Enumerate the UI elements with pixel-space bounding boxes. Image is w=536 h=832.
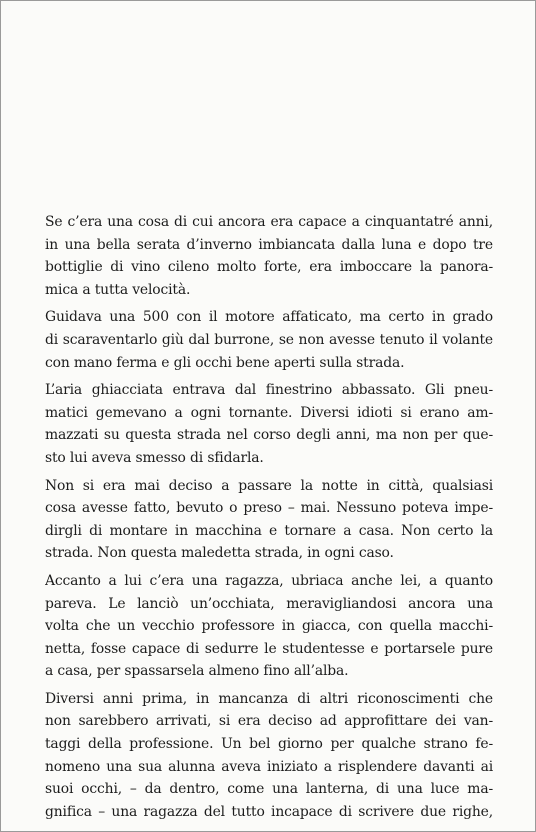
paragraph-3 xyxy=(45,379,493,469)
text-line: strada. Non questa maledetta strada, in ogni caso. xyxy=(45,545,394,562)
paragraph-5 xyxy=(45,570,493,683)
text-line: Diversi anni prima, in mancanza di altri riconoscimenti che xyxy=(45,690,493,707)
text-line: pareva. Le lanciò un’occhiata, meravigliandosi ancora una xyxy=(45,595,493,612)
body-text xyxy=(45,211,493,828)
text-line: Se c’era una cosa di cui ancora era capace a cinquantatré anni, xyxy=(45,214,493,230)
text-line: cosa avesse fatto, bevuto o preso – mai. Nessuno poteva impe- xyxy=(45,500,493,517)
text-line: mica a tutta velocità. xyxy=(45,281,191,298)
paragraph-2 xyxy=(45,306,493,374)
text-line: netta, fosse capace di sedurre le studentesse e portarsele pure xyxy=(45,640,493,657)
text-line: matici gemevano a ogni tornante. Diversi idioti si erano am- xyxy=(45,404,493,421)
text-line: Guidava una 500 con il motore affaticato, ma certo in grado xyxy=(45,309,493,326)
text-line: sto lui aveva smesso di sfidarla. xyxy=(45,449,264,466)
text-line: dirgli di montare in macchina e tornare a casa. Non certo la xyxy=(45,522,493,539)
paragraph-4 xyxy=(45,475,493,565)
text-line: Accanto a lui c’era una ragazza, ubriaca anche lei, a quanto xyxy=(45,572,493,589)
text-line: bottiglie di vino cileno molto forte, era imboccare la panora- xyxy=(45,259,493,276)
text-line: in una bella serata d’inverno imbiancata dalla luna e dopo tre xyxy=(45,236,493,253)
text-line: L’aria ghiacciata entrava dal finestrino abbassato. Gli pneu- xyxy=(45,382,493,399)
text-line: non sarebbero arrivati, si era deciso ad approfittare dei van- xyxy=(45,713,493,730)
text-line: a casa, per spassarsela almeno fino all’alba. xyxy=(45,663,349,680)
text-line: di scaraventarlo giù dal burrone, se non avesse tenuto il volante xyxy=(45,331,493,348)
paragraph-1 xyxy=(45,211,493,301)
text-line: con mano ferma e gli occhi bene aperti sulla strada. xyxy=(45,354,405,371)
text-line: gnifica – una ragazza del tutto incapace di scrivere due righe, xyxy=(45,803,493,820)
paragraph-6 xyxy=(45,688,493,824)
text-line: volta che un vecchio professore in giacca, con quella macchi- xyxy=(45,618,493,635)
text-line: Non si era mai deciso a passare la notte in città, qualsiasi xyxy=(45,477,493,494)
text-line: suoi occhi, – da dentro, come una lanterna, di una luce ma- xyxy=(45,781,493,798)
text-line: taggi della professione. Un bel giorno per qualche strano fe- xyxy=(45,736,493,753)
text-line: mazzati su questa strada nel corso degli anni, ma non per que- xyxy=(45,427,493,444)
text-line: nomeno una sua alunna aveva iniziato a risplendere davanti ai xyxy=(45,758,493,775)
